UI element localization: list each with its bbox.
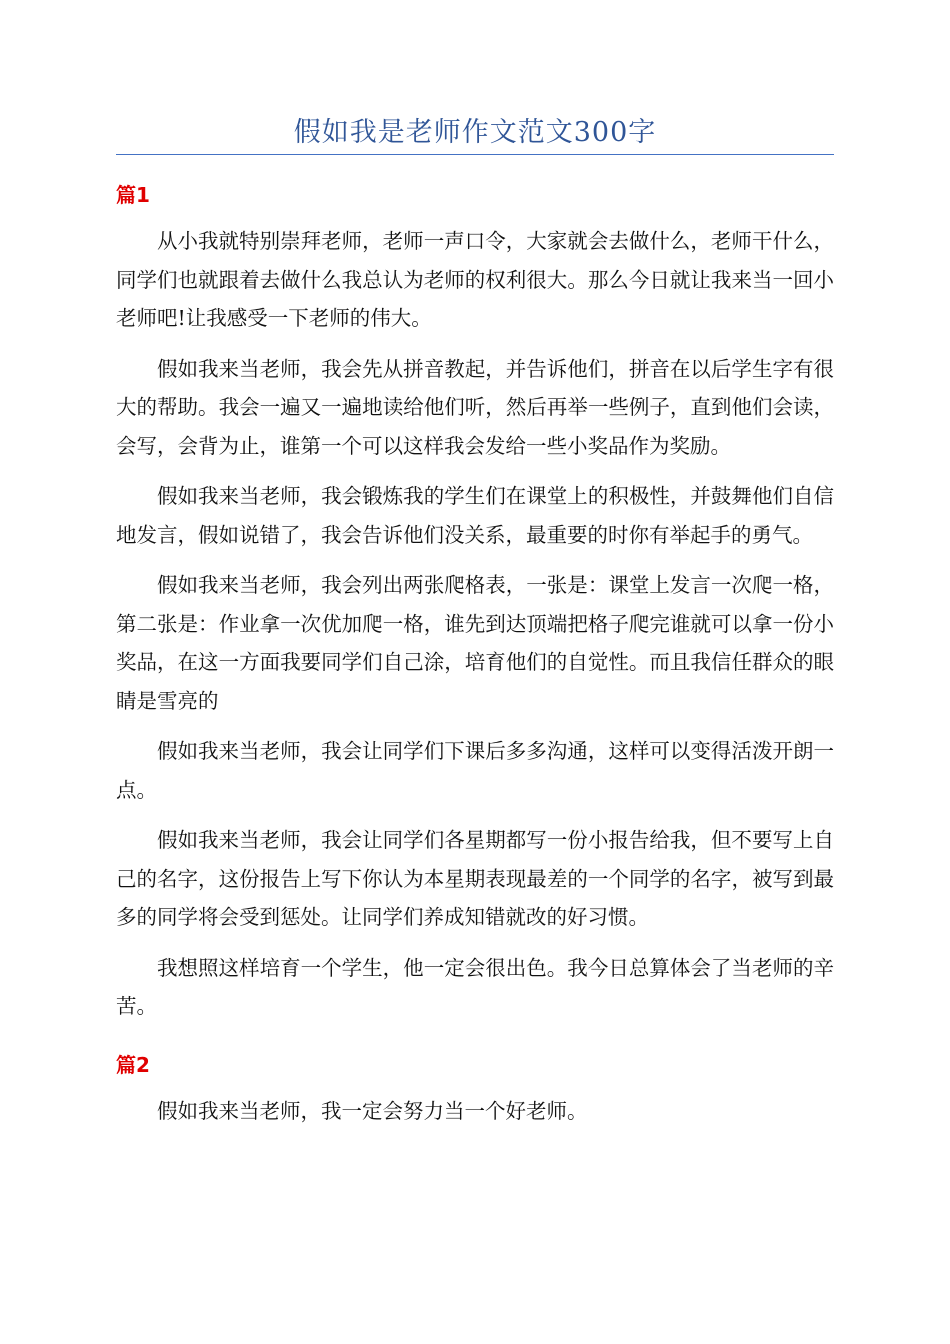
section-2 xyxy=(116,1050,834,1131)
paragraph: 假如我来当老师，我一定会努力当一个好老师。 xyxy=(157,1098,588,1123)
document-body xyxy=(116,180,834,1142)
paragraph: 我想照这样培育一个学生，他一定会很出色。我今日总算体会了当老师的辛苦。 xyxy=(116,955,834,1018)
paragraph: 从小我就特别崇拜老师，老师一声口令，大家就会去做什么，老师干什么，同学们也就跟着去做什么我总认为老师的权利很大。那么今日就让我来当一回小老师吧!让我感受一下老师的伟大。 xyxy=(116,229,834,330)
paragraph: 假如我来当老师，我会先从拼音教起，并告诉他们，拼音在以后学生字有很大的帮助。我会一遍又一遍地读给他们听，然后再举一些例子，直到他们会读，会写，会背为止，谁第一个可以这样我会发给一些小奖品作为奖励。 xyxy=(116,356,834,458)
title-underline xyxy=(116,154,834,155)
section-1 xyxy=(116,180,834,1026)
paragraph: 假如我来当老师，我会让同学们各星期都写一份小报告给我，但不要写上自己的名字，这份报告上写下你认为本星期表现最差的一个同学的名字，被写到最多的同学将会受到惩处。让同学们养成知错就改的好习惯。 xyxy=(116,828,834,929)
document-title: 假如我是老师作文范文300字 xyxy=(293,117,657,148)
paragraph: 假如我来当老师，我会锻炼我的学生们在课堂上的积极性，并鼓舞他们自信地发言，假如说错了，我会告诉他们没关系，最重要的时你有举起手的勇气。 xyxy=(116,484,834,547)
section-heading: 篇2 xyxy=(116,1052,150,1077)
paragraph: 假如我来当老师，我会让同学们下课后多多沟通，这样可以变得活泼开朗一点。 xyxy=(116,739,834,802)
section-heading: 篇1 xyxy=(116,183,150,207)
paragraph: 假如我来当老师，我会列出两张爬格表，一张是：课堂上发言一次爬一格，第二张是：作业拿一次优加爬一格，谁先到达顶端把格子爬完谁就可以拿一份小奖品，在这一方面我要同学们自己涂，培育他们的自觉性。而且我信任群众的眼睛是雪亮的 xyxy=(116,573,834,713)
